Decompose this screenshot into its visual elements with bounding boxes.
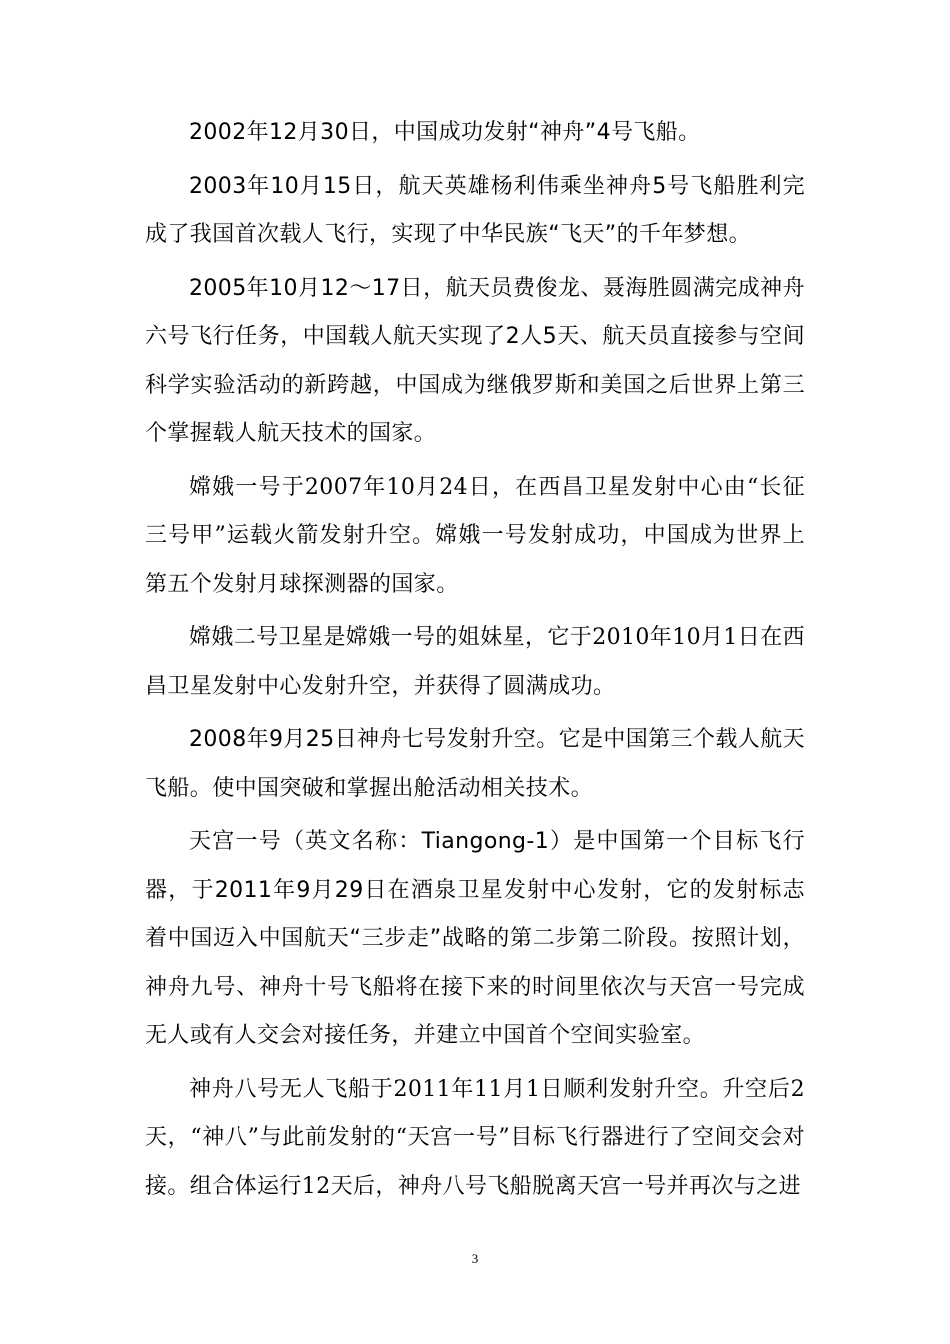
paragraph-change-2: 嫦娥二号卫星是嫦娥一号的姐妹星，它于2010年10月1日在西昌卫星发射中心发射升空，并获得了圆满成功。 (145, 625, 805, 699)
paragraph-shenzhou-4: 2002年12月30日，中国成功发射“神舟”4号飞船。 (189, 120, 701, 145)
paragraph-shenzhou-6: 2005年10月12～17日，航天员费俊龙、聂海胜圆满完成神舟六号飞行任务，中国载人航天实现了2人5天、航天员直接参与空间科学实验活动的新跨越，中国成为继俄罗斯和美国之后世界上第三个掌握载人航天技术的国家。 (145, 275, 805, 446)
paragraph-shenzhou-7: 2008年9月25日神舟七号发射升空。它是中国第三个载人航天飞船。使中国突破和掌握出舱活动相关技术。 (145, 727, 805, 801)
paragraph-shenzhou-8: 神舟八号无人飞船于2011年11月1日顺利发射升空。升空后2天，“神八”与此前发射的“天宫一号”目标飞行器进行了空间交会对接。组合体运行12天后，神舟八号飞船脱离天宫一号并再次与之进 (145, 1076, 805, 1199)
paragraph-change-1: 嫦娥一号于2007年10月24日，在西昌卫星发射中心由“长征三号甲”运载火箭发射升空。嫦娥一号发射成功，中国成为世界上第五个发射月球探测器的国家。 (145, 474, 805, 597)
paragraph-shenzhou-5: 2003年10月15日，航天英雄杨利伟乘坐神舟5号飞船胜利完成了我国首次载人飞行，实现了中华民族“飞天”的千年梦想。 (145, 173, 805, 247)
document-body (145, 109, 805, 1216)
page-number: 3 (471, 1251, 479, 1266)
paragraph-tiangong-1: 天宫一号（英文名称：Tiangong-1）是中国第一个目标飞行器，于2011年9月29日在酒泉卫星发射中心发射，它的发射标志着中国迈入中国航天“三步走”战略的第二步第二阶段。按照计划，神舟九号、神舟十号飞船将在接下来的时间里依次与天宫一号完成无人或有人交会对接任务，并建立中国首个空间实验室。 (145, 829, 805, 1048)
